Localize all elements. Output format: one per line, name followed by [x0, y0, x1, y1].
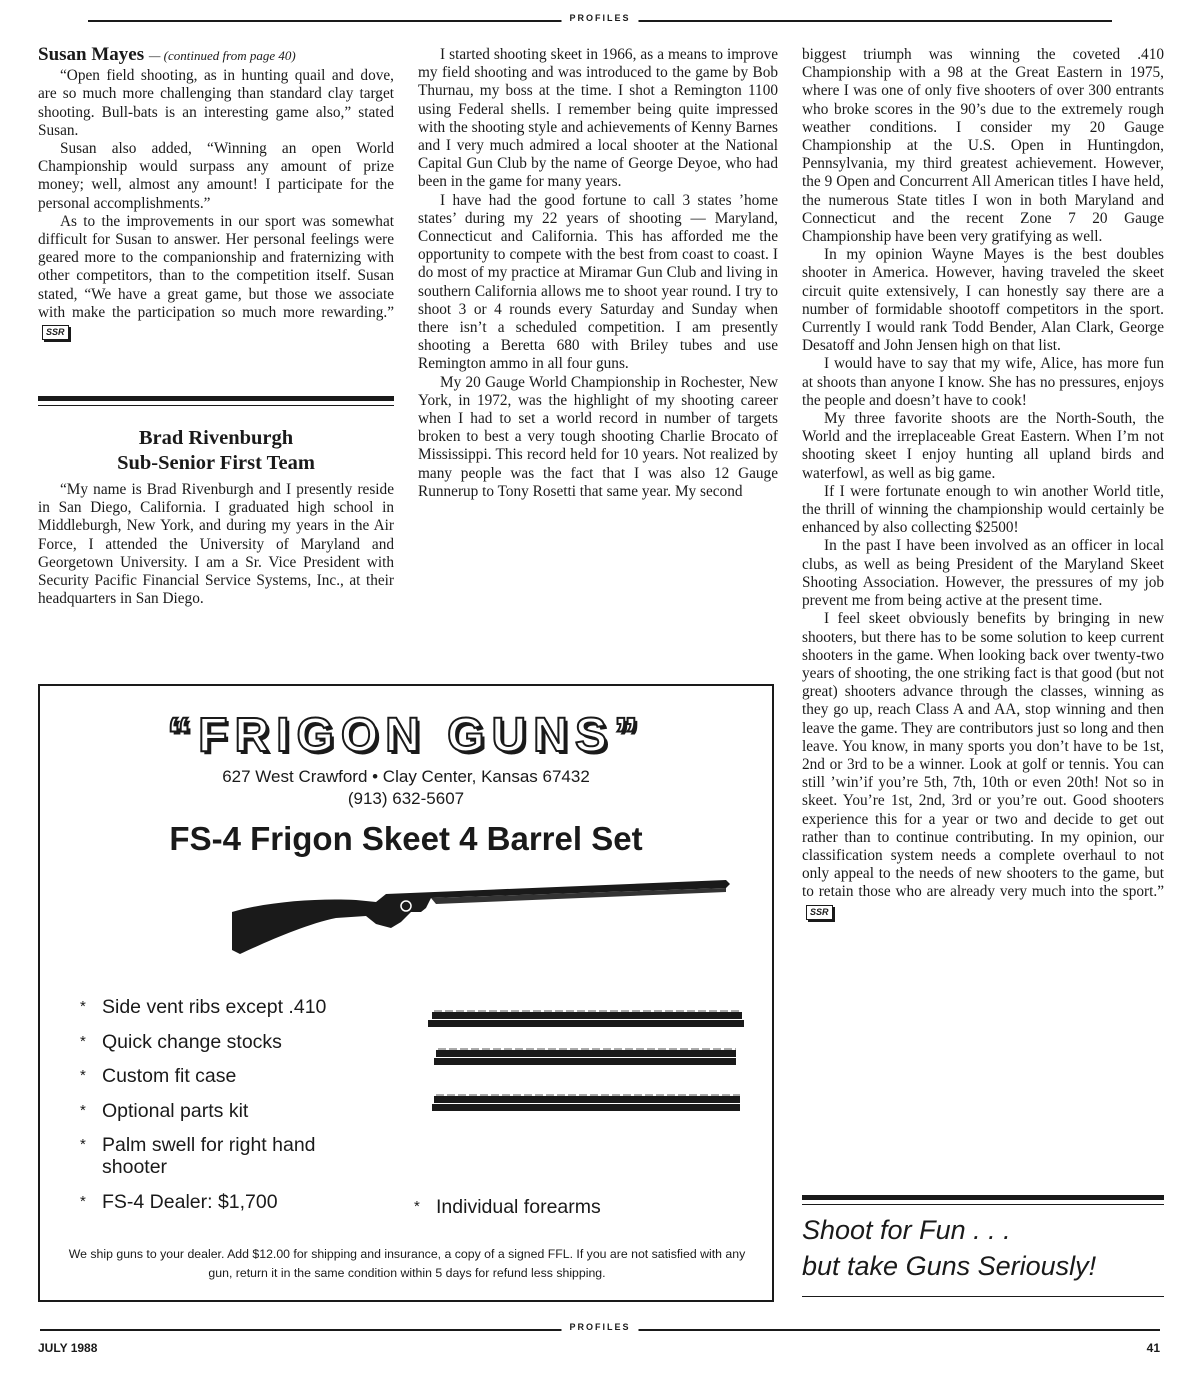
ad-product-title: FS-4 Frigon Skeet 4 Barrel Set [169, 820, 643, 857]
continued-note: — (continued from page 40) [148, 48, 296, 63]
ssr-end-mark: SSR [806, 905, 833, 920]
slogan-divider-thin [802, 1204, 1164, 1205]
brad-paragraph: My 20 Gauge World Championship in Rochester, New York, in 1972, was the highlight of my shooting career when I had to set a world record in number of targets broken to best a very tough shooting Charlie Brocato of Mississippi. This record held for 10 years. Not realized by many people was the fact that I was also 12 Gauge Runnerup to Tony Rosetti that same year. My second [418, 373, 778, 500]
section-divider [38, 396, 394, 401]
slogan-divider-bottom [802, 1296, 1164, 1297]
brad-name: Brad Rivenburgh [138, 427, 294, 449]
footer-section-label: PROFILES [561, 1322, 638, 1332]
ad-feature: * Custom fit case [80, 1065, 237, 1087]
barrels-image [426, 1008, 751, 1128]
ad-feature-list [76, 996, 352, 1225]
ad-feature: * Quick change stocks [80, 1030, 282, 1053]
issue-date: JULY 1988 [38, 1341, 98, 1355]
section-divider-thin [38, 405, 394, 406]
brad-subtitle: Sub-Senior First Team [117, 452, 315, 474]
brad-paragraph: “My name is Brad Rivenburgh and I presently reside in San Diego, California. I graduated high school in Middleburgh, New York, and during my years in the Air Force, I attended the University of Maryland and Georgetown University. I am a Sr. Vice President with Security Pacific Financial Service Systems, Inc., at their headquarters in San Diego. [38, 481, 394, 608]
brad-paragraph: I started shooting skeet in 1966, as a means to improve my field shooting and was introduced to the game by Bob Thurnau, my boss at the time. I shot a Remington 1100 using Federal shells. I remember being quite impressed with the shooting style and achievements of Kenny Barnes and I very much admired a local shooter at the National Capital Gun Club by the name of George Deyoe, who had been in the game for many years. [418, 46, 778, 191]
brad-column-3 [802, 46, 1164, 920]
susan-paragraph: As to the improvements in our sport was somewhat difficult for Susan to answer. Her personal feelings were geared more to the companionship and fraternizing with other competitors, than to the competition itself. Susan stated, “We have a great game, but those we associate with make the participation so much more rewarding.”SSR [38, 213, 394, 340]
ad-shipping-note: We ship guns to your dealer. Add $12.00 for shipping and insurance, a copy of a signed FFL. If you are not satisfied with any gun, return it in the same condition within 5 days for refund less shipping. [68, 1247, 746, 1280]
ad-feature: * Side vent ribs except .410 [80, 996, 327, 1018]
brad-column-1 [38, 481, 394, 608]
brad-title [38, 426, 394, 476]
shotgun-image [226, 872, 736, 982]
ssr-end-mark: SSR [42, 325, 69, 340]
slogan-line-1: Shoot for Fun . . . [802, 1215, 1011, 1245]
susan-name: Susan Mayes [38, 44, 145, 65]
ad-feature: * Palm swell for right hand shooter [80, 1134, 316, 1178]
ad-business-name: “FRIGON GUNS” [167, 709, 645, 762]
susan-heading [38, 46, 394, 65]
ad-phone: (913) 632-5607 [347, 789, 465, 808]
brad-column-2 [418, 46, 778, 501]
brad-paragraph: I have had the good fortune to call 3 states ’home states’ during my 22 years of shooting — Maryland, Connecticut and California. This has afforded me the opportunity to compete with the best from coast to coast. I do most of my practice at Miramar Gun Club and living in southern California allows me to shoot year round. I try to shoot 3 or 4 rounds every Saturday and Sunday when there isn’t a scheduled competition. I am presently shooting a Beretta 680 with Briley tubes and use Remington ammo in all four guns. [418, 191, 778, 373]
slogan [802, 1212, 1168, 1284]
ad-address: 627 West Crawford • Clay Center, Kansas 67432 [222, 767, 590, 786]
frigon-guns-ad [38, 684, 774, 1302]
brad-paragraph: I would have to say that my wife, Alice, has more fun at shoots than anyone I know. She has no pressures, enjoys the people and doesn’t have to cook! [802, 355, 1164, 409]
page-number: 41 [1146, 1341, 1160, 1355]
brad-paragraph: In my opinion Wayne Mayes is the best doubles shooter in America. However, having traveled the skeet circuit quite extensively, I can honestly say there are a number of formidable shootoff competitors in the sport. Currently I would rank Todd Bender, Alan Clark, George Desatoff and John Jensen high on that list. [802, 246, 1164, 355]
brad-paragraph: In the past I have been involved as an officer in local clubs, as well as being President of the Maryland Skeet Shooting Association. However, the pressures of my job prevent me from being active at the present time. [802, 537, 1164, 610]
slogan-divider [802, 1195, 1164, 1200]
susan-paragraph: Susan also added, “Winning an open World Championship would surpass any amount of prize money; well, almost any amount! I participate for the personal accomplishments.” [38, 140, 394, 212]
slogan-line-2: but take Guns Seriously! [802, 1251, 1097, 1281]
ad-feature: * Optional parts kit [80, 1099, 249, 1122]
brad-paragraph: I feel skeet obviously benefits by bringing in new shooters, but there has to be some solution to keep current shooters in the game. When looking back over twenty-two years of shooting, the one striking fact is that good (but not great) shooters advance through the classes, winning as they go up, reach Class A and AA, stop winning and then leave the game. They are contributors just so long and then leave. You know, in many sports you don’t have to be 1st, 2nd or 3rd to be a winner. Look at golf or tennis. You can still ’win’if you’re 5th, 7th, 10th or even 20th! Not so in skeet. You’re 1st, 2nd, 3rd or you’re out. Good shooters experience this for a year or two and decide to get out rather than to continue contributing. In my opinion, our classification system needs a complete overhaul to not only appeal to the needs of new shooters to the game, but to retain those who are already very much into the sport.”SSR [802, 610, 1164, 919]
ad-feature-forearms: * Individual forearms [414, 1196, 601, 1218]
brad-paragraph: If I were fortunate enough to win another World title, the thrill of winning the championship would certainly be enhanced by also collecting $2500! [802, 482, 1164, 537]
susan-paragraph: “Open field shooting, as in hunting quail and dove, are so much more challenging than standard clay target shooting. Bull-bats is an interesting game also,” stated Susan. [38, 67, 394, 139]
brad-paragraph: My three favorite shoots are the North-South, the World and the irreplaceable Great Eastern. When I’m not shooting skeet I enjoy hunting all upland birds and waterfowl, as well as big game. [802, 410, 1164, 482]
header-section-label: PROFILES [561, 13, 638, 23]
susan-column [38, 46, 394, 340]
brad-paragraph: biggest triumph was winning the coveted .410 Championship with a 98 at the Great Eastern in 1975, where I was one of only five shooters of over 300 entrants who broke scores in the 90’s due to the extremely rough weather conditions. I consider my 20 Gauge Championship at the U.S. Open in Huntingdon, Pennsylvania, my third greatest achievement. However, the 9 Open and Concurrent All American titles I have held, the numerous State titles I won in both Maryland and Connecticut and the recent Zone 7 20 Gauge Championship have been very gratifying as well. [802, 46, 1164, 246]
ad-feature: * FS-4 Dealer: $1,700 [80, 1190, 278, 1213]
